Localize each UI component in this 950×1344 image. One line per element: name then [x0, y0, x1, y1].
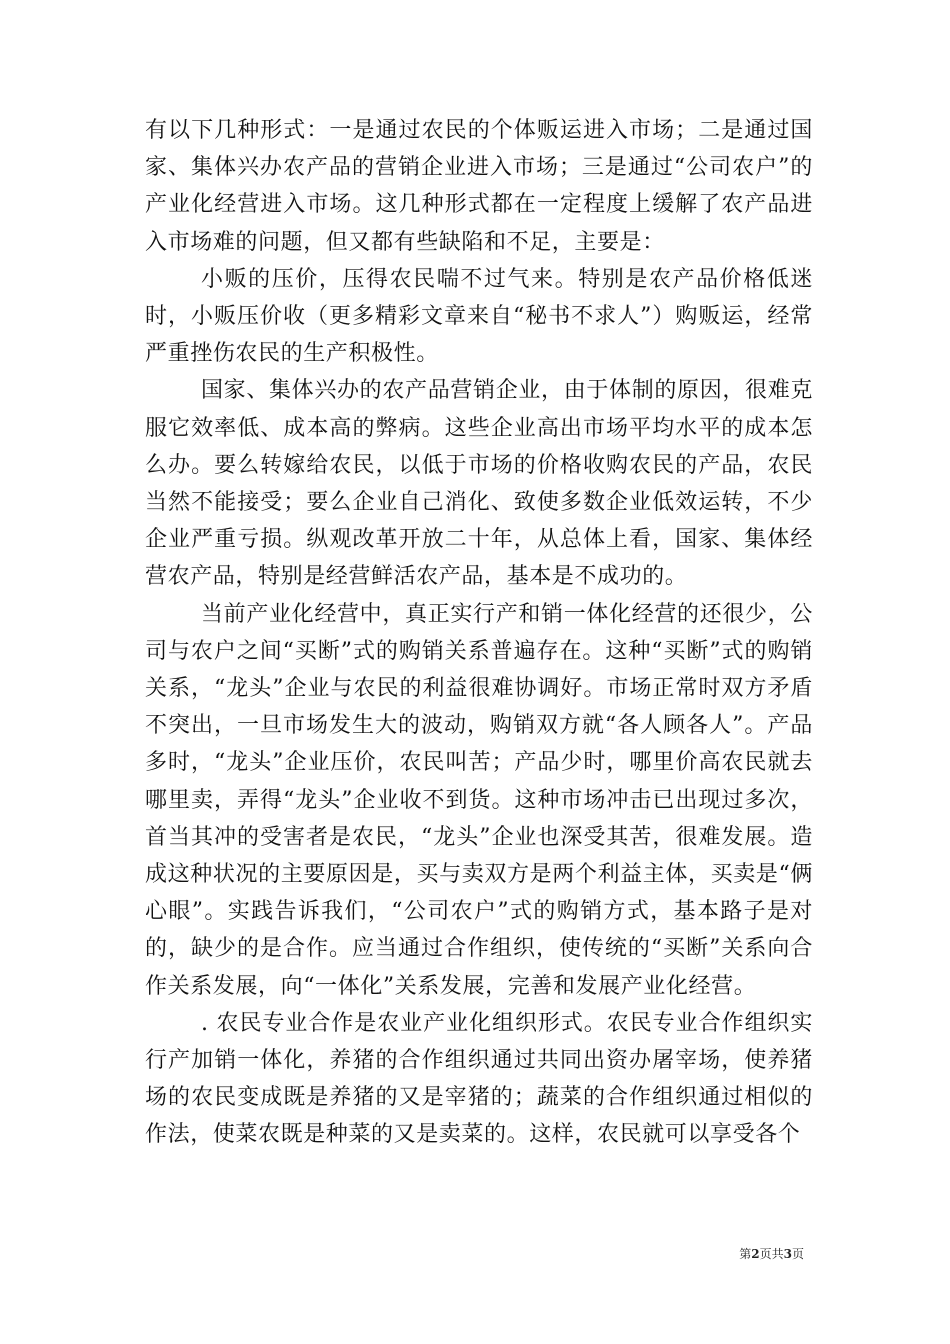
footer-suffix: 页: [791, 1247, 804, 1261]
document-body: [145, 112, 813, 1154]
footer-current-page: 2: [751, 1247, 760, 1261]
paragraph-2: 小贩的压价，压得农民喘不过气来。特别是农产品价格低迷时，小贩压价收（更多精彩文章来自“秘书不求人”）购贩运，经常严重挫伤农民的生产积极性。: [145, 266, 813, 367]
footer-middle: 页共: [759, 1247, 784, 1261]
footer-total-pages: 3: [783, 1247, 792, 1261]
paragraph-1: 有以下几种形式：一是通过农民的个体贩运进入市场；二是通过国家、集体兴办农产品的营销企业进入市场；三是通过“公司农户”的产业化经营进入市场。这几种形式都在一定程度上缓解了农产品进入市场难的问题，但又都有些缺陷和不足，主要是：: [145, 118, 813, 255]
page-footer: [739, 1246, 804, 1262]
paragraph-5: . 农民专业合作是农业产业化组织形式。农民专业合作组织实行产加销一体化，养猪的合作组织通过共同出资办屠宰场，使养猪场的农民变成既是养猪的又是宰猪的；蔬菜的合作组织通过相似的作法，使菜农既是种菜的又是卖菜的。这样，农民就可以享受各个: [145, 1010, 813, 1148]
footer-prefix: 第: [739, 1247, 752, 1261]
paragraph-4: 当前产业化经营中，真正实行产和销一体化经营的还很少，公司与农户之间“买断”式的购销关系普遍存在。这种“买断”式的购销关系，“龙头”企业与农民的利益很难协调好。市场正常时双方矛盾不突出，一旦市场发生大的波动，购销双方就“各人顾各人”。产品多时，“龙头”企业压价，农民叫苦；产品少时，哪里价高农民就去哪里卖，弄得“龙头”企业收不到货。这种市场冲击已出现过多次，首当其冲的受害者是农民，“龙头”企业也深受其苦，很难发展。造成这种状况的主要原因是，买与卖双方是两个利益主体，买卖是“俩心眼”。实践告诉我们，“公司农户”式的购销方式，基本路子是对的，缺少的是合作。应当通过合作组织，使传统的“买断”关系向合作关系发展，向“一体化”关系发展，完善和发展产业化经营。: [145, 601, 813, 999]
paragraph-3: 国家、集体兴办的农产品营销企业，由于体制的原因，很难克服它效率低、成本高的弊病。这些企业高出市场平均水平的成本怎么办。要么转嫁给农民，以低于市场的价格收购农民的产品，农民当然不能接受；要么企业自己消化、致使多数企业低效运转，不少企业严重亏损。纵观改革开放二十年，从总体上看，国家、集体经营农产品，特别是经营鲜活农产品，基本是不成功的。: [145, 378, 813, 590]
